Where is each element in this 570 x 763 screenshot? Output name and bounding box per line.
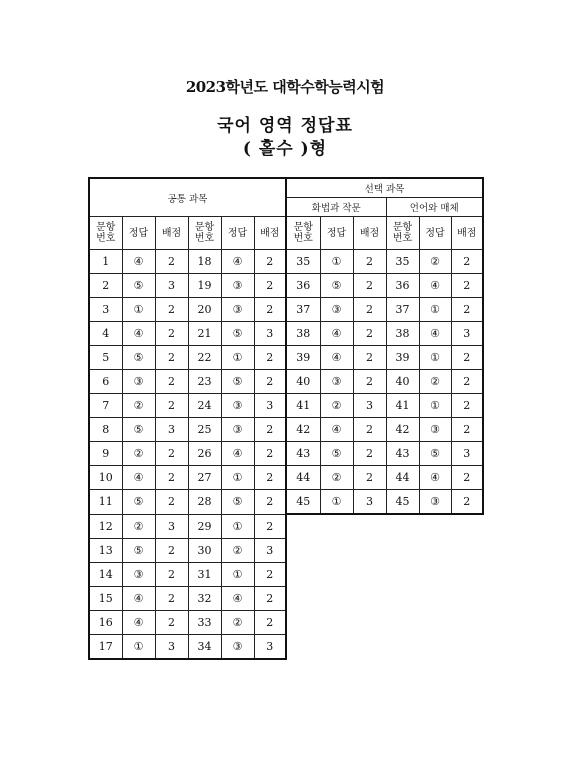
answer-cell: ① — [221, 562, 254, 586]
empty-cell — [353, 538, 386, 562]
empty-cell — [386, 586, 419, 610]
points-cell: 2 — [254, 610, 286, 634]
col-header-points: 배점 — [353, 217, 386, 250]
points-cell: 2 — [451, 490, 483, 515]
answer-cell: ④ — [122, 610, 155, 634]
empty-cell — [419, 610, 451, 634]
question-number: 30 — [188, 538, 221, 562]
question-number: 19 — [188, 274, 221, 298]
points-cell: 2 — [254, 298, 286, 322]
points-cell: 2 — [254, 274, 286, 298]
points-cell: 3 — [254, 322, 286, 346]
empty-cell — [419, 634, 451, 659]
question-number: 18 — [188, 250, 221, 274]
subject-title: 국어 영역 정답표 — [217, 116, 353, 136]
table-row — [89, 610, 483, 634]
answer-cell: ④ — [122, 250, 155, 274]
answer-cell: ⑤ — [122, 418, 155, 442]
answer-cell: ① — [122, 298, 155, 322]
question-number: 37 — [386, 298, 419, 322]
empty-cell — [451, 538, 483, 562]
points-cell: 2 — [353, 322, 386, 346]
empty-cell — [386, 610, 419, 634]
question-number: 24 — [188, 394, 221, 418]
answer-cell: ⑤ — [320, 442, 353, 466]
question-number: 4 — [89, 322, 122, 346]
points-cell: 2 — [254, 346, 286, 370]
points-cell: 3 — [451, 322, 483, 346]
question-number: 37 — [286, 298, 320, 322]
points-cell: 2 — [451, 418, 483, 442]
table-row — [89, 322, 483, 346]
answer-cell: ④ — [122, 586, 155, 610]
question-number: 6 — [89, 370, 122, 394]
question-number: 1 — [89, 250, 122, 274]
question-number: 3 — [89, 298, 122, 322]
table-row — [89, 442, 483, 466]
answer-cell: ④ — [419, 466, 451, 490]
points-cell: 2 — [353, 250, 386, 274]
empty-cell — [386, 514, 419, 538]
empty-cell — [286, 610, 320, 634]
answer-cell: ③ — [221, 634, 254, 659]
points-cell: 2 — [155, 466, 188, 490]
points-cell: 2 — [155, 586, 188, 610]
answer-table — [88, 177, 484, 660]
answer-cell: ③ — [221, 298, 254, 322]
answer-cell: ① — [419, 298, 451, 322]
exam-title: 2023학년도 대학수학능력시험 — [185, 78, 385, 96]
points-cell: 2 — [451, 466, 483, 490]
table-row — [89, 490, 483, 515]
answer-cell: ① — [419, 394, 451, 418]
answer-cell: ④ — [419, 322, 451, 346]
question-number: 27 — [188, 466, 221, 490]
empty-cell — [451, 610, 483, 634]
empty-cell — [353, 586, 386, 610]
points-cell: 2 — [451, 370, 483, 394]
empty-cell — [320, 610, 353, 634]
points-cell: 3 — [155, 514, 188, 538]
question-number: 36 — [286, 274, 320, 298]
points-cell: 2 — [155, 538, 188, 562]
question-number: 45 — [286, 490, 320, 515]
question-number: 44 — [386, 466, 419, 490]
empty-cell — [386, 634, 419, 659]
points-cell: 3 — [155, 634, 188, 659]
answer-cell: ⑤ — [419, 442, 451, 466]
answer-cell: ① — [221, 466, 254, 490]
answer-cell: ⑤ — [221, 322, 254, 346]
question-number: 42 — [386, 418, 419, 442]
answer-cell: ⑤ — [122, 538, 155, 562]
empty-cell — [419, 514, 451, 538]
empty-cell — [451, 586, 483, 610]
points-cell: 3 — [451, 442, 483, 466]
question-number: 22 — [188, 346, 221, 370]
points-cell: 2 — [254, 250, 286, 274]
points-cell: 3 — [353, 490, 386, 515]
points-cell: 2 — [155, 370, 188, 394]
answer-cell: ④ — [320, 322, 353, 346]
points-cell: 2 — [254, 562, 286, 586]
answer-cell: ③ — [419, 490, 451, 515]
empty-cell — [320, 634, 353, 659]
points-cell: 2 — [254, 442, 286, 466]
answer-cell: ③ — [320, 370, 353, 394]
empty-cell — [320, 514, 353, 538]
question-number: 42 — [286, 418, 320, 442]
question-number: 2 — [89, 274, 122, 298]
question-number: 40 — [286, 370, 320, 394]
form-type: ( 홀수 )형 — [242, 139, 328, 159]
answer-cell: ④ — [221, 586, 254, 610]
question-number: 15 — [89, 586, 122, 610]
points-cell: 3 — [155, 418, 188, 442]
points-cell: 3 — [254, 634, 286, 659]
question-number: 8 — [89, 418, 122, 442]
points-cell: 2 — [254, 514, 286, 538]
empty-cell — [286, 586, 320, 610]
question-number: 36 — [386, 274, 419, 298]
col-header-number: 문항 번호 — [386, 217, 419, 250]
answer-cell: ② — [320, 466, 353, 490]
question-number: 41 — [386, 394, 419, 418]
answer-cell: ③ — [320, 298, 353, 322]
question-number: 41 — [286, 394, 320, 418]
table-row — [89, 586, 483, 610]
points-cell: 2 — [451, 274, 483, 298]
answer-cell: ③ — [221, 394, 254, 418]
empty-cell — [320, 562, 353, 586]
answer-cell: ① — [221, 514, 254, 538]
table-row — [89, 346, 483, 370]
answer-cell: ③ — [221, 418, 254, 442]
question-number: 10 — [89, 466, 122, 490]
empty-cell — [353, 562, 386, 586]
answer-cell: ④ — [320, 418, 353, 442]
answer-cell: ② — [320, 394, 353, 418]
table-row — [89, 250, 483, 274]
answer-cell: ② — [419, 250, 451, 274]
empty-cell — [286, 562, 320, 586]
table-row — [89, 418, 483, 442]
table-row — [89, 634, 483, 659]
answer-cell: ① — [320, 250, 353, 274]
table-row — [89, 370, 483, 394]
points-cell: 3 — [353, 394, 386, 418]
answer-cell: ④ — [221, 250, 254, 274]
question-number: 43 — [386, 442, 419, 466]
question-number: 7 — [89, 394, 122, 418]
question-number: 26 — [188, 442, 221, 466]
col-header-points: 배점 — [254, 217, 286, 250]
points-cell: 2 — [155, 562, 188, 586]
question-number: 35 — [386, 250, 419, 274]
empty-cell — [419, 586, 451, 610]
col-header-points: 배점 — [155, 217, 188, 250]
empty-cell — [286, 514, 320, 538]
question-number: 43 — [286, 442, 320, 466]
elective2-header: 언어와 매체 — [386, 198, 483, 217]
points-cell: 2 — [254, 466, 286, 490]
empty-cell — [451, 562, 483, 586]
points-cell: 2 — [451, 346, 483, 370]
empty-cell — [419, 562, 451, 586]
col-header-number: 문항 번호 — [89, 217, 122, 250]
question-number: 32 — [188, 586, 221, 610]
table-row — [89, 298, 483, 322]
points-cell: 2 — [254, 370, 286, 394]
empty-cell — [286, 538, 320, 562]
points-cell: 2 — [353, 274, 386, 298]
answer-cell: ⑤ — [122, 346, 155, 370]
question-number: 35 — [286, 250, 320, 274]
col-header-answer: 정답 — [419, 217, 451, 250]
question-number: 39 — [286, 346, 320, 370]
elective1-header: 화법과 작문 — [286, 198, 386, 217]
empty-cell — [353, 610, 386, 634]
empty-cell — [419, 538, 451, 562]
empty-cell — [386, 562, 419, 586]
answer-cell: ② — [122, 514, 155, 538]
points-cell: 2 — [155, 394, 188, 418]
question-number: 23 — [188, 370, 221, 394]
question-number: 25 — [188, 418, 221, 442]
answer-cell: ⑤ — [122, 274, 155, 298]
answer-cell: ③ — [122, 370, 155, 394]
answer-cell: ① — [221, 346, 254, 370]
empty-cell — [353, 634, 386, 659]
points-cell: 2 — [353, 346, 386, 370]
question-number: 38 — [286, 322, 320, 346]
question-number: 31 — [188, 562, 221, 586]
points-cell: 2 — [155, 250, 188, 274]
points-cell: 2 — [353, 418, 386, 442]
empty-cell — [386, 538, 419, 562]
points-cell: 2 — [451, 394, 483, 418]
empty-cell — [320, 538, 353, 562]
question-number: 40 — [386, 370, 419, 394]
question-number: 20 — [188, 298, 221, 322]
answer-cell: ② — [221, 538, 254, 562]
col-header-answer: 정답 — [320, 217, 353, 250]
answer-cell: ② — [122, 394, 155, 418]
answer-cell: ④ — [122, 322, 155, 346]
table-row — [89, 466, 483, 490]
empty-cell — [286, 634, 320, 659]
answer-cell: ③ — [122, 562, 155, 586]
points-cell: 2 — [155, 346, 188, 370]
question-number: 38 — [386, 322, 419, 346]
question-number: 29 — [188, 514, 221, 538]
col-header-points: 배점 — [451, 217, 483, 250]
answer-cell: ① — [419, 346, 451, 370]
question-number: 16 — [89, 610, 122, 634]
points-cell: 2 — [353, 442, 386, 466]
answer-cell: ③ — [221, 274, 254, 298]
points-cell: 2 — [353, 466, 386, 490]
question-number: 14 — [89, 562, 122, 586]
answer-cell: ⑤ — [221, 490, 254, 515]
empty-cell — [320, 586, 353, 610]
question-number: 13 — [89, 538, 122, 562]
question-number: 5 — [89, 346, 122, 370]
col-header-answer: 정답 — [122, 217, 155, 250]
empty-cell — [353, 514, 386, 538]
question-number: 45 — [386, 490, 419, 515]
points-cell: 3 — [254, 538, 286, 562]
table-row — [89, 274, 483, 298]
points-cell: 2 — [451, 298, 483, 322]
answer-cell: ③ — [419, 418, 451, 442]
points-cell: 2 — [254, 418, 286, 442]
answer-cell: ⑤ — [221, 370, 254, 394]
table-row — [89, 562, 483, 586]
question-number: 34 — [188, 634, 221, 659]
answer-cell: ④ — [221, 442, 254, 466]
points-cell: 2 — [155, 490, 188, 515]
points-cell: 2 — [353, 370, 386, 394]
question-number: 39 — [386, 346, 419, 370]
table-row — [89, 514, 483, 538]
common-subject-header: 공통 과목 — [89, 178, 286, 217]
answer-cell: ④ — [320, 346, 353, 370]
answer-cell: ② — [221, 610, 254, 634]
points-cell: 2 — [451, 250, 483, 274]
question-number: 33 — [188, 610, 221, 634]
elective-subject-header: 선택 과목 — [286, 178, 483, 198]
answer-cell: ④ — [419, 274, 451, 298]
answer-cell: ⑤ — [320, 274, 353, 298]
question-number: 44 — [286, 466, 320, 490]
col-header-number: 문항 번호 — [286, 217, 320, 250]
points-cell: 2 — [353, 298, 386, 322]
points-cell: 2 — [155, 610, 188, 634]
points-cell: 3 — [155, 274, 188, 298]
points-cell: 2 — [155, 442, 188, 466]
table-row — [89, 394, 483, 418]
question-number: 12 — [89, 514, 122, 538]
question-number: 28 — [188, 490, 221, 515]
col-header-number: 문항 번호 — [188, 217, 221, 250]
empty-cell — [451, 514, 483, 538]
answer-cell: ② — [122, 442, 155, 466]
answer-cell: ② — [419, 370, 451, 394]
question-number: 9 — [89, 442, 122, 466]
points-cell: 3 — [254, 394, 286, 418]
answer-cell: ④ — [122, 466, 155, 490]
answer-cell: ① — [122, 634, 155, 659]
points-cell: 2 — [254, 490, 286, 515]
question-number: 17 — [89, 634, 122, 659]
points-cell: 2 — [155, 322, 188, 346]
answer-cell: ⑤ — [122, 490, 155, 515]
empty-cell — [451, 634, 483, 659]
question-number: 11 — [89, 490, 122, 515]
points-cell: 2 — [254, 586, 286, 610]
table-row — [89, 538, 483, 562]
points-cell: 2 — [155, 298, 188, 322]
col-header-answer: 정답 — [221, 217, 254, 250]
question-number: 21 — [188, 322, 221, 346]
answer-cell: ① — [320, 490, 353, 515]
